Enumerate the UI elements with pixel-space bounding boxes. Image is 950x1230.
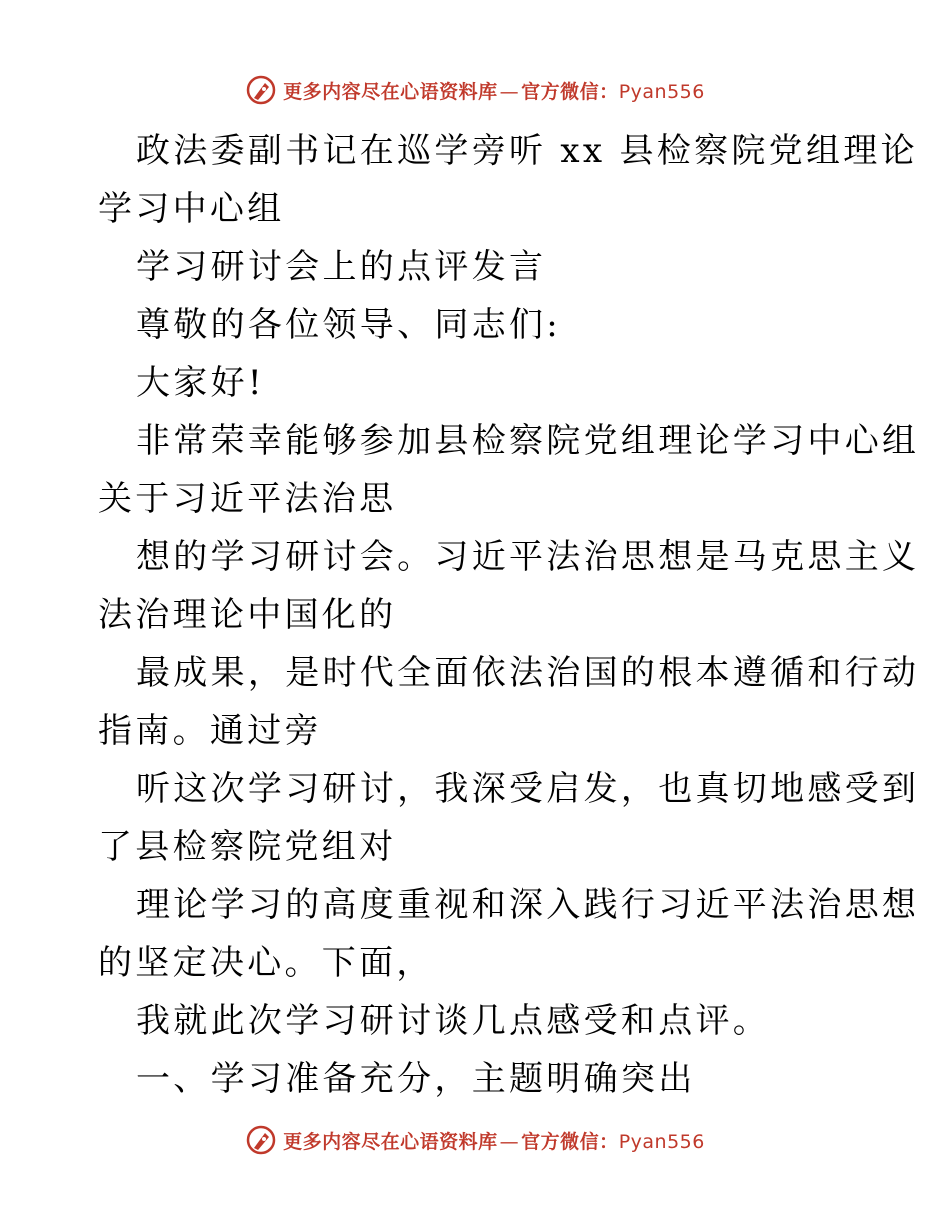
paragraph-body bbox=[98, 644, 920, 760]
watermark-label: 官方微信： bbox=[521, 1130, 619, 1153]
line-wrap: 的坚定决心。下面， bbox=[98, 943, 434, 983]
footer-watermark bbox=[0, 1120, 950, 1160]
paragraph-body bbox=[98, 876, 920, 992]
line-text: 理论学习的高度重视和深入践行习近平法治思想 bbox=[136, 885, 920, 925]
line-text: 非常荣幸能够参加县检察院党组理论学习中心组 bbox=[136, 421, 920, 461]
pen-nib-logo-icon bbox=[245, 1124, 277, 1156]
line-text: 一、学习准备充分，主题明确突出 bbox=[136, 1059, 696, 1099]
watermark-label: 官方微信： bbox=[521, 80, 619, 103]
document-body bbox=[98, 122, 920, 1108]
line-wrap: 法治理论中国化的 bbox=[98, 595, 397, 635]
paragraph-greeting bbox=[98, 354, 858, 412]
paragraph-salutation bbox=[98, 296, 858, 354]
watermark-slogan: 更多内容尽在心语资料库 bbox=[283, 1130, 498, 1153]
paragraph-body bbox=[98, 992, 858, 1050]
section-heading bbox=[98, 1050, 858, 1108]
paragraph-title bbox=[98, 122, 918, 238]
paragraph-subtitle bbox=[98, 238, 858, 296]
watermark-text bbox=[283, 77, 705, 104]
line-text: 我就此次学习研讨谈几点感受和点评。 bbox=[136, 1001, 771, 1041]
pen-nib-logo-icon bbox=[245, 74, 277, 106]
line-text: 尊敬的各位领导、同志们: bbox=[136, 305, 562, 345]
line-text: 想的学习研讨会。习近平法治思想是马克思主义 bbox=[136, 537, 920, 577]
paragraph-body bbox=[98, 760, 920, 876]
line-wrap: 学习中心组 bbox=[98, 189, 285, 229]
line-text: 大家好! bbox=[136, 363, 265, 403]
line-wrap: 了县检察院党组对 bbox=[98, 827, 397, 867]
line-wrap: 指南。通过旁 bbox=[98, 711, 322, 751]
line-text: 听这次学习研讨，我深受启发，也真切地感受到 bbox=[136, 769, 920, 809]
watermark-slogan: 更多内容尽在心语资料库 bbox=[283, 80, 498, 103]
watermark-text bbox=[283, 1127, 705, 1154]
line-text: 学习研讨会上的点评发言 bbox=[136, 247, 547, 287]
line-wrap: 关于习近平法治思 bbox=[98, 479, 397, 519]
paragraph-body bbox=[98, 412, 920, 528]
watermark-dash: — bbox=[499, 1130, 520, 1153]
line-text: 最成果，是时代全面依法治国的根本遵循和行动 bbox=[136, 653, 920, 693]
paragraph-body bbox=[98, 528, 920, 644]
line-text: 政法委副书记在巡学旁听 xx 县检察院党组理论 bbox=[136, 131, 918, 171]
watermark-dash: — bbox=[499, 80, 520, 103]
watermark-wechat-id: Pyan556 bbox=[618, 1130, 705, 1153]
watermark-wechat-id: Pyan556 bbox=[618, 80, 705, 103]
header-watermark bbox=[0, 70, 950, 110]
